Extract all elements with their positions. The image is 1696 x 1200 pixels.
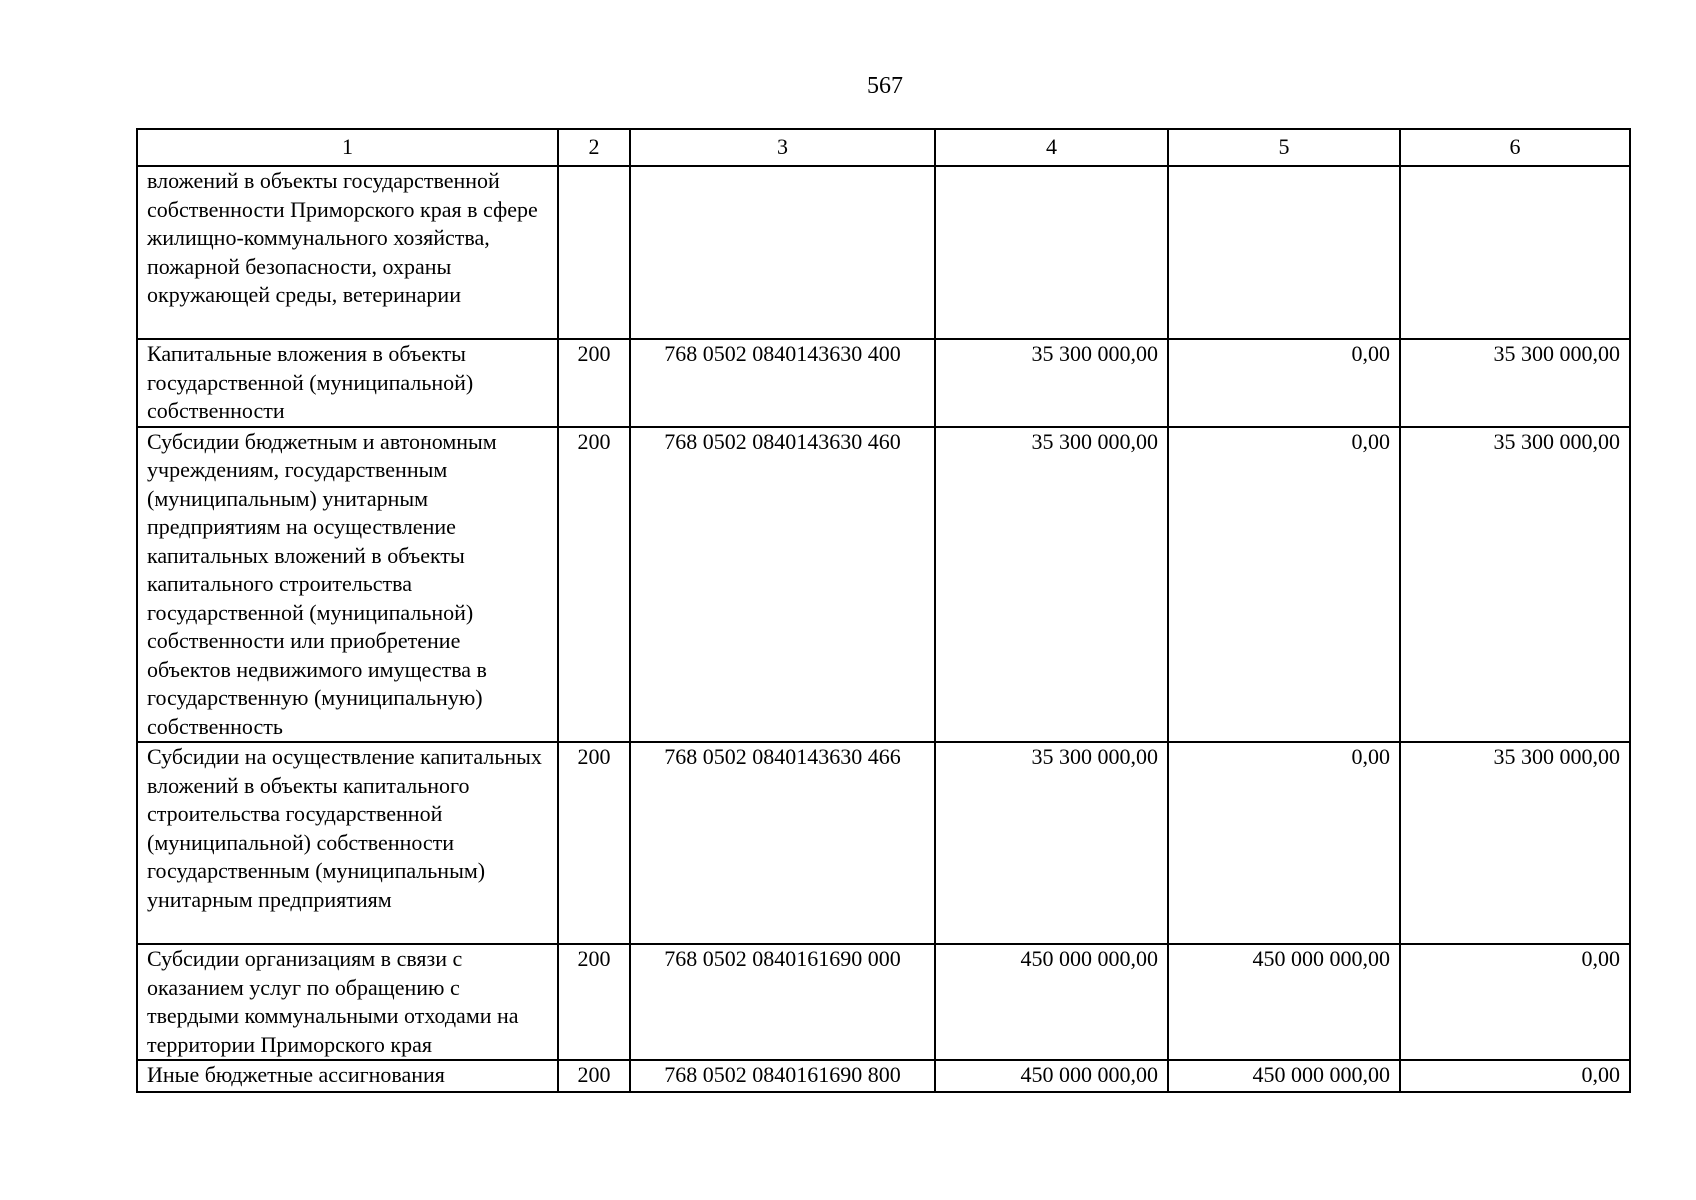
amount-col6-cell: 0,00 — [1400, 944, 1630, 1060]
budget-table — [136, 128, 1631, 1093]
page-number: 567 — [867, 73, 903, 99]
table-row — [137, 427, 1630, 743]
column-header-4: 4 — [935, 129, 1168, 166]
item-name-cell: Капитальные вложения в объекты государственной (муниципальной) собственности — [137, 339, 558, 427]
budget-code-cell: 768 0502 0840143630 466 — [630, 742, 935, 944]
admin-code-cell: 200 — [558, 742, 630, 944]
table-header-row — [137, 129, 1630, 166]
empty-cell — [630, 166, 935, 339]
empty-cell — [558, 166, 630, 339]
continuation-name-cell: вложений в объекты государственной собственности Приморского края в сфере жилищно-коммунального хозяйства, пожарной безопасности, охраны окружающей среды, ветеринарии — [137, 166, 558, 339]
column-header-2: 2 — [558, 129, 630, 166]
amount-col6-cell: 35 300 000,00 — [1400, 742, 1630, 944]
budget-code-cell: 768 0502 0840143630 460 — [630, 427, 935, 743]
amount-col6-cell: 35 300 000,00 — [1400, 427, 1630, 743]
amount-col6-cell: 35 300 000,00 — [1400, 339, 1630, 427]
table-row — [137, 339, 1630, 427]
amount-col5-cell: 0,00 — [1168, 427, 1400, 743]
amount-col5-cell: 0,00 — [1168, 742, 1400, 944]
empty-cell — [1168, 166, 1400, 339]
item-name-cell: Субсидии организациям в связи с оказанием услуг по обращению с твердыми коммунальными отходами на территории Приморского края — [137, 944, 558, 1060]
column-header-3: 3 — [630, 129, 935, 166]
table-row — [137, 1060, 1630, 1092]
item-name-cell: Субсидии бюджетным и автономным учреждениям, государственным (муниципальным) унитарным предприятиям на осуществление капитальных вложений в объекты капитального строительства государственной (муниципальной) собственности или приобретение объектов недвижимого имущества в государственную (муниципальную) собственность — [137, 427, 558, 743]
budget-code-cell: 768 0502 0840161690 800 — [630, 1060, 935, 1092]
budget-code-cell: 768 0502 0840161690 000 — [630, 944, 935, 1060]
table-row — [137, 944, 1630, 1060]
amount-col5-cell: 450 000 000,00 — [1168, 944, 1400, 1060]
amount-col4-cell: 450 000 000,00 — [935, 944, 1168, 1060]
table-row-continuation — [137, 166, 1630, 339]
budget-code-cell: 768 0502 0840143630 400 — [630, 339, 935, 427]
column-header-5: 5 — [1168, 129, 1400, 166]
column-header-6: 6 — [1400, 129, 1630, 166]
empty-cell — [935, 166, 1168, 339]
empty-cell — [1400, 166, 1630, 339]
admin-code-cell: 200 — [558, 339, 630, 427]
amount-col4-cell: 35 300 000,00 — [935, 742, 1168, 944]
admin-code-cell: 200 — [558, 944, 630, 1060]
amount-col4-cell: 35 300 000,00 — [935, 339, 1168, 427]
amount-col4-cell: 450 000 000,00 — [935, 1060, 1168, 1092]
amount-col5-cell: 0,00 — [1168, 339, 1400, 427]
amount-col4-cell: 35 300 000,00 — [935, 427, 1168, 743]
amount-col5-cell: 450 000 000,00 — [1168, 1060, 1400, 1092]
admin-code-cell: 200 — [558, 1060, 630, 1092]
admin-code-cell: 200 — [558, 427, 630, 743]
item-name-cell: Субсидии на осуществление капитальных вложений в объекты капитального строительства государственной (муниципальной) собственности государственным (муниципальным) унитарным предприятиям — [137, 742, 558, 944]
table-row — [137, 742, 1630, 944]
column-header-1: 1 — [137, 129, 558, 166]
amount-col6-cell: 0,00 — [1400, 1060, 1630, 1092]
item-name-cell: Иные бюджетные ассигнования — [137, 1060, 558, 1092]
